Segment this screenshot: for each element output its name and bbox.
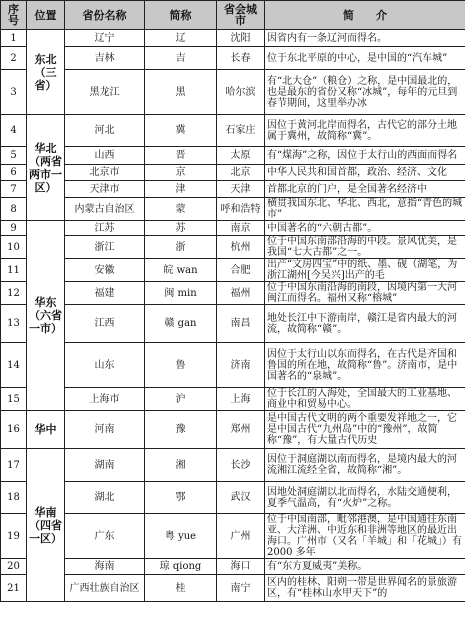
province-abbr: 京 bbox=[145, 165, 217, 181]
province-intro: 位于中国东南沿海的南段，因境内第一大河闽江而得名。福州又称“榕城” bbox=[265, 282, 465, 305]
table-row bbox=[1, 411, 465, 449]
province-abbr: 鄂 bbox=[145, 482, 217, 514]
row-number: 10 bbox=[1, 236, 27, 259]
province-capital: 南昌 bbox=[217, 305, 265, 343]
province-abbr: 沪 bbox=[145, 388, 217, 411]
province-capital: 天津 bbox=[217, 181, 265, 198]
province-intro: 区内的桂林、阳朔一带是世界闻名的景旅游区，有“桂林山水甲天下”的 bbox=[265, 575, 465, 602]
province-capital: 福州 bbox=[217, 282, 265, 305]
province-name: 广东 bbox=[65, 514, 145, 559]
row-number: 21 bbox=[1, 575, 27, 602]
province-capital: 济南 bbox=[217, 343, 265, 388]
province-intro: 是中国古代文明的两个重要发祥地之一，它是中国古代“九州岛”中的“豫州”，故简称“豫”，有大量古代历史 bbox=[265, 411, 465, 449]
region-cell-central: 华中 bbox=[27, 411, 65, 449]
province-capital: 广州 bbox=[217, 514, 265, 559]
table-row bbox=[1, 115, 465, 147]
header-no: 序号 bbox=[1, 1, 27, 30]
province-name: 海南 bbox=[65, 559, 145, 575]
province-name: 天津市 bbox=[65, 181, 145, 198]
province-name: 江西 bbox=[65, 305, 145, 343]
header-intro: 简 介 bbox=[265, 1, 465, 30]
province-capital: 石家庄 bbox=[217, 115, 265, 147]
province-intro: 地处长江中下游南岸，赣江是省内最大的河流，故简称“赣”。 bbox=[265, 305, 465, 343]
province-intro: 横贯我国东北、华北、西北，意指“青色的城市” bbox=[265, 198, 465, 221]
province-name: 湖南 bbox=[65, 449, 145, 482]
table-row bbox=[1, 449, 465, 482]
row-number: 2 bbox=[1, 47, 27, 70]
region-cell-north: 华北（两省两市一区） bbox=[27, 115, 65, 221]
province-intro: 因位于太行山以东而得名，在古代是齐国和鲁国的所在地，故简称“鲁”。济南市，是中国著名的“泉城”。 bbox=[265, 343, 465, 388]
table-row bbox=[1, 221, 465, 236]
province-name: 辽宁 bbox=[65, 30, 145, 47]
table-row bbox=[1, 575, 465, 602]
province-capital: 合肥 bbox=[217, 259, 265, 282]
row-number: 17 bbox=[1, 449, 27, 482]
province-name: 上海市 bbox=[65, 388, 145, 411]
province-intro: 有“北大仓”（粮仓）之称，是中国最北的，也是最东的省份又称“冰城”，每年的元旦到春节期间，这里举办冰 bbox=[265, 70, 465, 115]
row-number: 7 bbox=[1, 181, 27, 198]
province-capital: 武汉 bbox=[217, 482, 265, 514]
province-capital: 南宁 bbox=[217, 575, 265, 602]
province-abbr: 辽 bbox=[145, 30, 217, 47]
province-abbr: 吉 bbox=[145, 47, 217, 70]
province-name: 江苏 bbox=[65, 221, 145, 236]
row-number: 13 bbox=[1, 305, 27, 343]
province-abbr: 黑 bbox=[145, 70, 217, 115]
province-intro: 位于长江的入海处，全国最大的工业基地、商业中和贸易中心。 bbox=[265, 388, 465, 411]
table-row bbox=[1, 165, 465, 181]
province-name: 福建 bbox=[65, 282, 145, 305]
header-capital: 省会城市 bbox=[217, 1, 265, 30]
province-name: 湖北 bbox=[65, 482, 145, 514]
province-intro: 首都北京的门户，是全国著名经济中 bbox=[265, 181, 465, 198]
row-number: 9 bbox=[1, 221, 27, 236]
province-intro: 中华人民共和国首都，政治、经济、文化 bbox=[265, 165, 465, 181]
row-number: 12 bbox=[1, 282, 27, 305]
province-capital: 长沙 bbox=[217, 449, 265, 482]
province-capital: 上海 bbox=[217, 388, 265, 411]
table-row bbox=[1, 514, 465, 559]
province-capital: 海口 bbox=[217, 559, 265, 575]
province-intro: 中国著名的“六朝古都”。 bbox=[265, 221, 465, 236]
province-name: 山东 bbox=[65, 343, 145, 388]
province-abbr: 豫 bbox=[145, 411, 217, 449]
row-number: 8 bbox=[1, 198, 27, 221]
row-number: 11 bbox=[1, 259, 27, 282]
table-row bbox=[1, 147, 465, 165]
province-abbr: 蒙 bbox=[145, 198, 217, 221]
province-abbr: 闽 min bbox=[145, 282, 217, 305]
province-abbr: 湘 bbox=[145, 449, 217, 482]
row-number: 14 bbox=[1, 343, 27, 388]
row-number: 6 bbox=[1, 165, 27, 181]
province-name: 黑龙江 bbox=[65, 70, 145, 115]
province-intro: 因省内有一条辽河而得名。 bbox=[265, 30, 465, 47]
province-name: 广西壮族自治区 bbox=[65, 575, 145, 602]
region-cell-northeast: 东北（三省） bbox=[27, 30, 65, 115]
row-number: 15 bbox=[1, 388, 27, 411]
province-name: 河北 bbox=[65, 115, 145, 147]
row-number: 20 bbox=[1, 559, 27, 575]
header-abbr: 简称 bbox=[145, 1, 217, 30]
province-abbr: 粤 yue bbox=[145, 514, 217, 559]
province-capital: 太原 bbox=[217, 147, 265, 165]
province-intro: 位于中国东南部沿海的中段。景风优美，是我国“七大古都”之一。 bbox=[265, 236, 465, 259]
table-row bbox=[1, 181, 465, 198]
province-abbr: 浙 bbox=[145, 236, 217, 259]
row-number: 4 bbox=[1, 115, 27, 147]
row-number: 18 bbox=[1, 482, 27, 514]
table-row bbox=[1, 259, 465, 282]
province-name: 内蒙古自治区 bbox=[65, 198, 145, 221]
province-capital: 杭州 bbox=[217, 236, 265, 259]
table-row bbox=[1, 282, 465, 305]
province-intro: 位于中国南部，毗邻港澳，是中国通往东南亚、大洋洲、中近东和非洲等地区的最近出海口。广州市（又名「羊城」和「花城」）有 2000 多年 bbox=[265, 514, 465, 559]
table-row bbox=[1, 388, 465, 411]
table-row bbox=[1, 343, 465, 388]
province-name: 安徽 bbox=[65, 259, 145, 282]
province-name: 北京市 bbox=[65, 165, 145, 181]
province-abbr: 皖 wan bbox=[145, 259, 217, 282]
row-number: 5 bbox=[1, 147, 27, 165]
province-intro: 出产“文房四宝”中的纸、墨、砚（湖笔，为浙江湖州[今吴兴]出产的毛 bbox=[265, 259, 465, 282]
province-abbr: 桂 bbox=[145, 575, 217, 602]
province-abbr: 冀 bbox=[145, 115, 217, 147]
row-number: 3 bbox=[1, 70, 27, 115]
province-capital: 沈阳 bbox=[217, 30, 265, 47]
row-number: 16 bbox=[1, 411, 27, 449]
row-number: 1 bbox=[1, 30, 27, 47]
table-row bbox=[1, 482, 465, 514]
table-row bbox=[1, 236, 465, 259]
province-capital: 南京 bbox=[217, 221, 265, 236]
table-row bbox=[1, 198, 465, 221]
table-row bbox=[1, 30, 465, 47]
header-name: 省份名称 bbox=[65, 1, 145, 30]
province-name: 河南 bbox=[65, 411, 145, 449]
province-intro: 有“煤海”之称，因位于太行山的西面而得名 bbox=[265, 147, 465, 165]
province-abbr: 鲁 bbox=[145, 343, 217, 388]
province-intro: 因地处洞庭湖以北而得名，水陆交通便利，夏季气温高，有“火炉”之称。 bbox=[265, 482, 465, 514]
region-cell-south: 华南（四省一区） bbox=[27, 449, 65, 602]
province-abbr: 苏 bbox=[145, 221, 217, 236]
province-capital: 呼和浩特 bbox=[217, 198, 265, 221]
province-capital: 北京 bbox=[217, 165, 265, 181]
province-name: 浙江 bbox=[65, 236, 145, 259]
province-capital: 哈尔滨 bbox=[217, 70, 265, 115]
province-name: 吉林 bbox=[65, 47, 145, 70]
row-number: 19 bbox=[1, 514, 27, 559]
region-cell-east: 华东（六省一市） bbox=[27, 221, 65, 411]
province-intro: 因位于洞庭湖以南而得名，是境内最大的河流湘江流经全省，故简称“湘”。 bbox=[265, 449, 465, 482]
province-abbr: 晋 bbox=[145, 147, 217, 165]
province-abbr: 琼 qiong bbox=[145, 559, 217, 575]
table-row bbox=[1, 47, 465, 70]
header-row bbox=[1, 1, 465, 30]
province-name: 山西 bbox=[65, 147, 145, 165]
province-abbr: 津 bbox=[145, 181, 217, 198]
header-region: 位置 bbox=[27, 1, 65, 30]
table-row bbox=[1, 70, 465, 115]
province-intro: 有“东方夏威夷”美称。 bbox=[265, 559, 465, 575]
province-intro: 因位于黄河北岸而得名，古代它的部分土地属于冀州，故简称“冀”。 bbox=[265, 115, 465, 147]
province-abbr: 赣 gan bbox=[145, 305, 217, 343]
table-row bbox=[1, 305, 465, 343]
province-capital: 长春 bbox=[217, 47, 265, 70]
province-capital: 郑州 bbox=[217, 411, 265, 449]
table-row bbox=[1, 559, 465, 575]
province-intro: 位于东北平原的中心，是中国的“汽车城” bbox=[265, 47, 465, 70]
